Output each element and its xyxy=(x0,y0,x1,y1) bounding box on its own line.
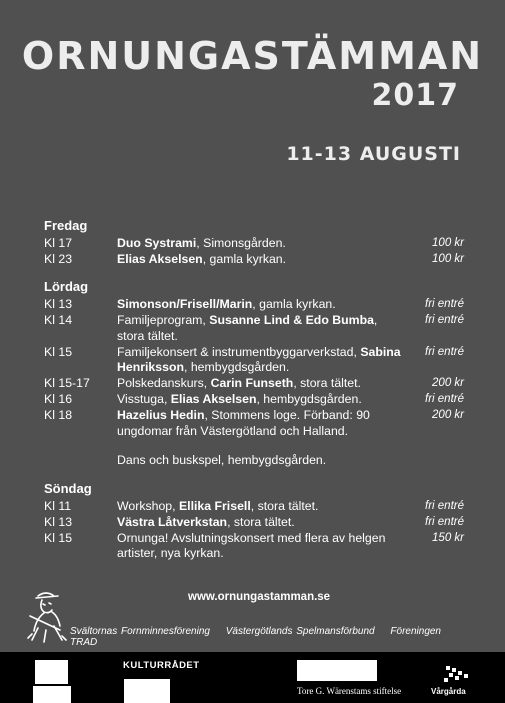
event-description xyxy=(117,236,404,252)
program-row xyxy=(44,252,464,268)
event-type: Workshop, xyxy=(117,498,179,513)
organizers-list xyxy=(70,626,465,648)
ticket-price: 150 kr xyxy=(432,531,464,544)
poster-year: 2017 xyxy=(371,78,459,113)
time-slot: Kl 13 xyxy=(44,514,73,529)
event-description xyxy=(117,499,404,515)
event-description: Dans och buskspel, hembygdsgården. xyxy=(117,453,327,468)
sponsor-logo-placeholder xyxy=(33,686,71,703)
time-slot: Kl 15 xyxy=(44,530,73,545)
vargarda-label: Vårgårda xyxy=(431,687,466,696)
time-slot: Kl 18 xyxy=(44,407,73,422)
performer-name: Simonson/Frisell/Marin xyxy=(117,297,253,312)
program-schedule xyxy=(44,218,464,562)
sponsor-logo-placeholder xyxy=(297,660,377,681)
event-description: Ornunga! Avslutningskonsert med flera av helgen artister, nya kyrkan. xyxy=(117,530,386,561)
event-venue: , stora tältet. xyxy=(117,312,378,343)
event-description xyxy=(117,376,404,392)
event-description xyxy=(117,408,404,440)
ticket-price: 200 kr xyxy=(432,408,464,421)
event-type: Visstuga, xyxy=(117,391,171,406)
event-venue: , gamla kyrkan. xyxy=(202,251,287,266)
time-slot: Kl 14 xyxy=(44,312,73,327)
ticket-price: fri entré xyxy=(425,499,464,512)
program-row xyxy=(44,313,464,345)
program-row xyxy=(44,345,464,377)
sponsor-logo-placeholder xyxy=(35,660,68,684)
time-slot: Kl 23 xyxy=(44,251,73,266)
day-heading-fredag: Fredag xyxy=(44,218,88,233)
sponsor-logo-placeholder xyxy=(124,679,170,703)
event-description xyxy=(117,515,404,531)
program-row xyxy=(44,236,464,252)
performer-name: Ellika Frisell xyxy=(178,498,251,513)
program-row xyxy=(44,376,464,392)
program-row xyxy=(44,408,464,440)
event-venue: , stora tältet. xyxy=(250,498,319,513)
event-venue: , hembygdsgården. xyxy=(256,391,362,406)
event-dates: 11-13 AUGUSTI xyxy=(286,143,461,165)
poster-title: ORNUNGASTÄMMAN xyxy=(21,34,484,78)
event-description xyxy=(117,252,404,268)
time-slot: Kl 15 xyxy=(44,344,73,359)
ticket-price: fri entré xyxy=(425,345,464,358)
event-description xyxy=(117,297,404,313)
stiftelse-logo: Tore G. Wärenstams stiftelse xyxy=(297,686,402,696)
time-slot: Kl 13 xyxy=(44,297,73,312)
event-venue: , hembygdsgården. xyxy=(183,360,290,375)
event-description xyxy=(117,313,404,345)
program-row-extra xyxy=(44,453,464,469)
program-row xyxy=(44,297,464,313)
time-slot: Kl 16 xyxy=(44,391,73,406)
event-type: Polskedanskurs, xyxy=(117,376,211,391)
time-slot: Kl 11 xyxy=(44,498,72,513)
performer-name: Elias Akselsen xyxy=(170,391,257,406)
website-link[interactable]: www.ornungastamman.se xyxy=(188,591,331,603)
ticket-price: fri entré xyxy=(425,298,464,311)
performer-name: Västra Låtverkstan xyxy=(117,514,228,529)
ticket-price: 100 kr xyxy=(432,236,464,249)
program-row xyxy=(44,531,464,563)
organizer-name: Västergötlands Spelmansförbund xyxy=(225,626,375,637)
event-type: Familjekonsert & instrumentbyggarverkstad, xyxy=(117,344,361,359)
ticket-price: fri entré xyxy=(425,313,464,326)
event-venue: , stora tältet. xyxy=(227,514,295,529)
time-slot: Kl 15-17 xyxy=(44,376,90,391)
performer-name: Elias Akselsen xyxy=(117,251,203,266)
event-venue: , Simonsgården. xyxy=(196,235,286,250)
time-slot: Kl 17 xyxy=(44,235,73,250)
performer-name: Carin Funseth xyxy=(210,376,294,391)
program-row xyxy=(44,499,464,515)
event-venue: , Stommens loge. Förband: 90 ungdomar från Västergötland och Halland. xyxy=(117,407,370,438)
performer-name: Sabina Henriksson xyxy=(117,344,401,375)
event-venue: , gamla kyrkan. xyxy=(252,297,336,312)
ticket-price: 100 kr xyxy=(432,252,464,265)
ticket-price: 200 kr xyxy=(432,377,464,390)
organizer-name: Svältornas Fornminnesförening xyxy=(70,626,210,637)
performer-name: Hazelius Hedin xyxy=(117,407,205,422)
performer-name: Susanne Lind & Edo Bumba xyxy=(209,312,374,327)
organizer-name: Föreningen TRAD xyxy=(70,626,441,648)
performer-name: Duo Systrami xyxy=(117,235,197,250)
ticket-price: fri entré xyxy=(425,515,464,528)
kulturradet-logo: KULTURRÅDET xyxy=(123,660,200,671)
fiddler-illustration-icon xyxy=(24,586,70,644)
sponsor-footer xyxy=(0,652,505,703)
event-venue: , stora tältet. xyxy=(293,376,361,391)
day-heading-sondag: Söndag xyxy=(44,481,92,497)
event-type: Familjeprogram, xyxy=(117,312,210,327)
event-description xyxy=(117,345,404,377)
program-row xyxy=(44,392,464,408)
program-row xyxy=(44,515,464,531)
event-description xyxy=(117,392,404,408)
ticket-price: fri entré xyxy=(425,392,464,405)
day-heading-lordag: Lördag xyxy=(44,279,89,295)
